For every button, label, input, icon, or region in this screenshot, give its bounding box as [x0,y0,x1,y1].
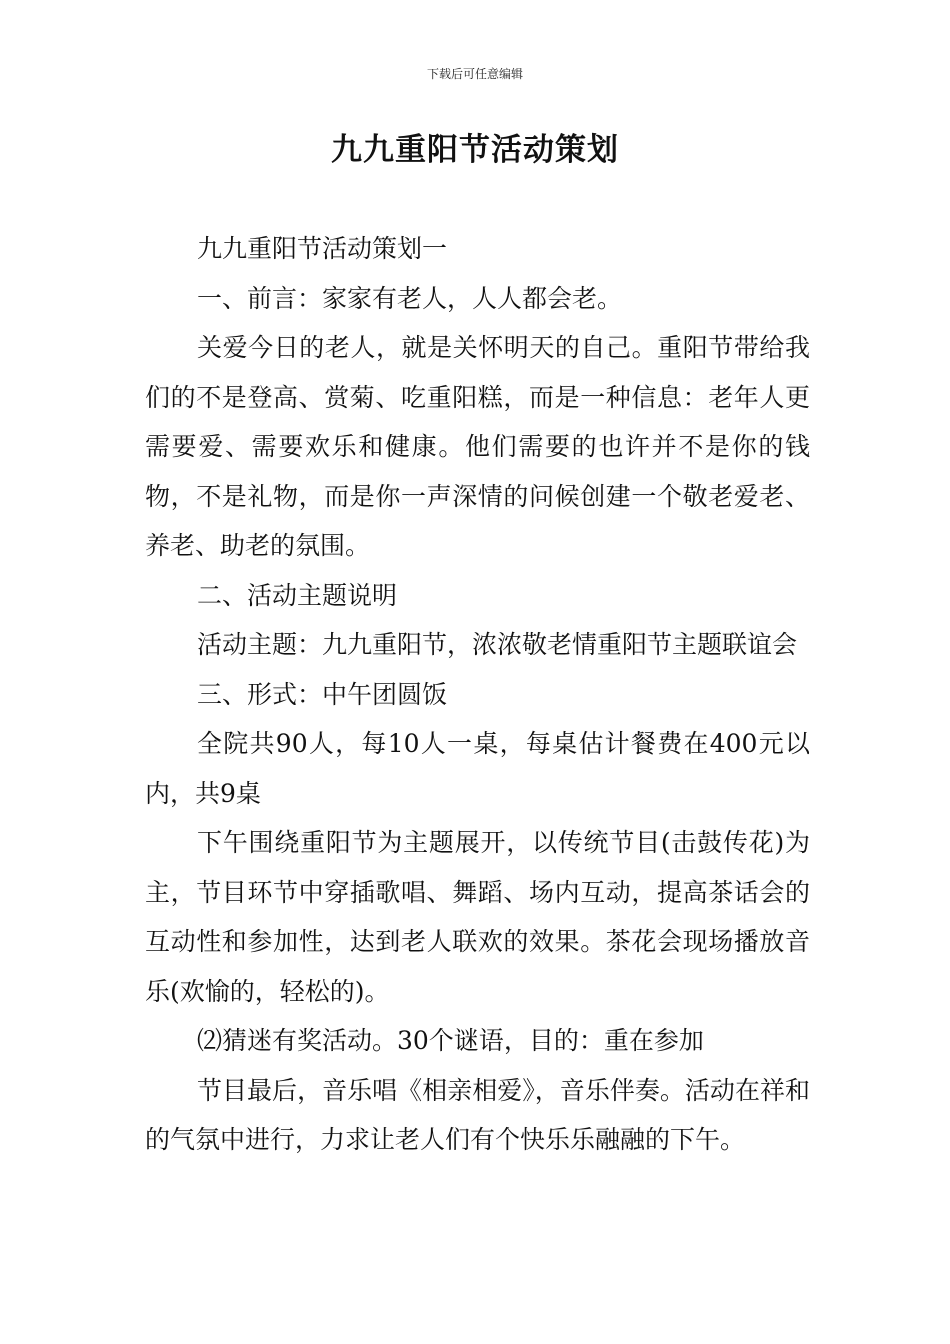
paragraph-preface-body: 关爱今日的老人，就是关怀明天的自己。重阳节带给我们的不是登高、赏菊、吃重阳糕，而是一种信息：老年人更需要爱、需要欢乐和健康。他们需要的也许并不是你的钱物，不是礼物，而是你一声深情的问候创建一个敬老爱老、养老、助老的氛围。 [145,333,810,560]
paragraph-closing: 节目最后，音乐唱《相亲相爱》，音乐伴奏。活动在祥和的气氛中进行，力求让老人们有个快乐乐融融的下午。 [145,1075,810,1154]
document-title: 九九重阳节活动策划 [331,132,619,168]
paragraph-format-body: 全院共90人，每10人一桌，每桌估计餐费在400元以内，共9桌 [145,729,810,808]
paragraph-riddle-activity: ⑵猜迷有奖活动。30个谜语，目的：重在参加 [197,1026,704,1055]
paragraph-format-heading: 三、形式：中午团圆饭 [197,679,448,709]
paragraph-theme-body: 活动主题：九九重阳节，浓浓敬老情重阳节主题联谊会 [197,630,798,659]
document-body [145,224,810,1165]
page-header-note: 下载后可任意编辑 [426,67,523,81]
paragraph-subtitle: 九九重阳节活动策划一 [197,234,448,263]
paragraph-theme-heading: 二、活动主题说明 [197,580,398,610]
paragraph-afternoon-program: 下午围绕重阳节为主题展开，以传统节目(击鼓传花)为主，节目环节中穿插歌唱、舞蹈、场内互动，提高茶话会的互动性和参加性，达到老人联欢的效果。茶花会现场播放音乐(欢愉的，轻松的)。 [145,828,810,1006]
paragraph-preface-heading: 一、前言：家家有老人，人人都会老。 [197,283,623,313]
